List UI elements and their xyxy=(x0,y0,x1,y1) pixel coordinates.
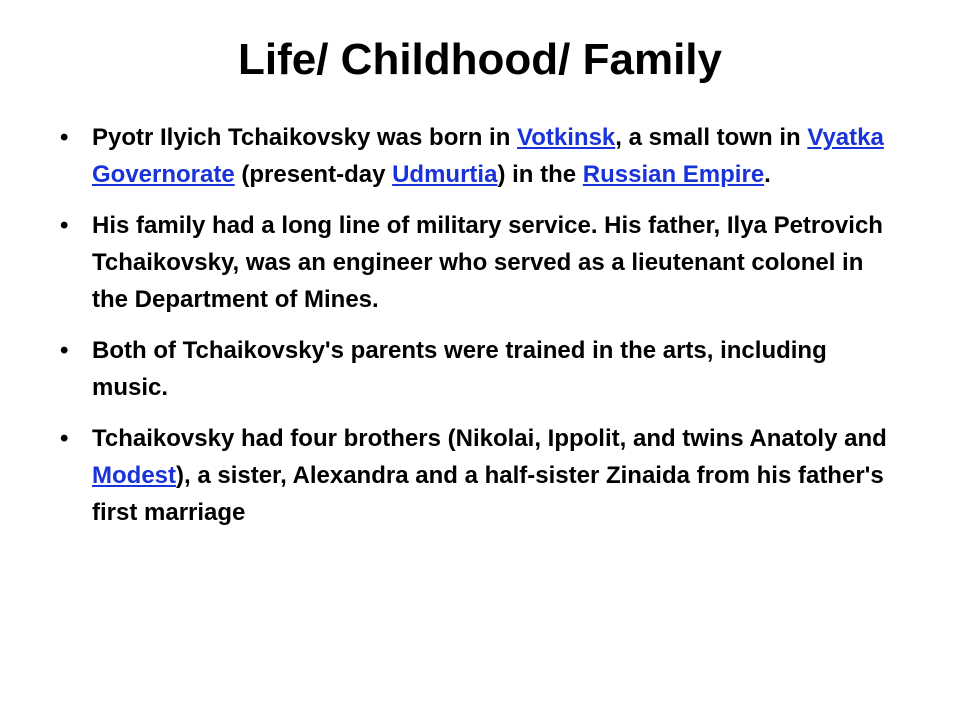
bullet-item xyxy=(60,420,900,531)
bullet-item xyxy=(60,332,900,406)
bullet-dot-icon: • xyxy=(60,124,69,151)
link-vyatka-governorate[interactable]: Vyatka Governorate xyxy=(92,124,884,188)
bullet-text: Tchaikovsky had four brothers (Nikolai, Ippolit, and twins Anatoly and xyxy=(92,425,887,452)
bullet-text: ), a sister, Alexandra and a half-sister Zinaida from his father's first marriage xyxy=(92,462,884,526)
bullet-text: (present-day xyxy=(234,161,393,188)
bullet-text: ) in the xyxy=(497,161,583,188)
bullet-text: Both of Tchaikovsky's parents were trained in the arts, including music. xyxy=(92,337,827,401)
bullet-text: . xyxy=(764,161,771,188)
link-russian-empire[interactable]: Russian Empire xyxy=(582,161,765,188)
bullet-text: His family had a long line of military service. His father, Ilya Petrovich Tchaikovsky, was an engineer who served as a lieutenant colonel in the Department of Mines. xyxy=(92,212,883,313)
bullet-list xyxy=(60,119,900,545)
slide-title: Life/ Childhood/ Family xyxy=(238,35,722,84)
link-modest[interactable]: Modest xyxy=(92,462,176,489)
bullet-text: , a small town in xyxy=(615,124,808,151)
bullet-dot-icon: • xyxy=(60,425,69,452)
bullet-text: Pyotr Ilyich Tchaikovsky was born in xyxy=(92,124,518,151)
bullet-item xyxy=(60,207,900,318)
bullet-dot-icon: • xyxy=(60,337,69,364)
bullet-item xyxy=(60,119,900,193)
link-votkinsk[interactable]: Votkinsk xyxy=(517,124,616,151)
link-udmurtia[interactable]: Udmurtia xyxy=(392,161,498,188)
bullet-dot-icon: • xyxy=(60,212,69,239)
